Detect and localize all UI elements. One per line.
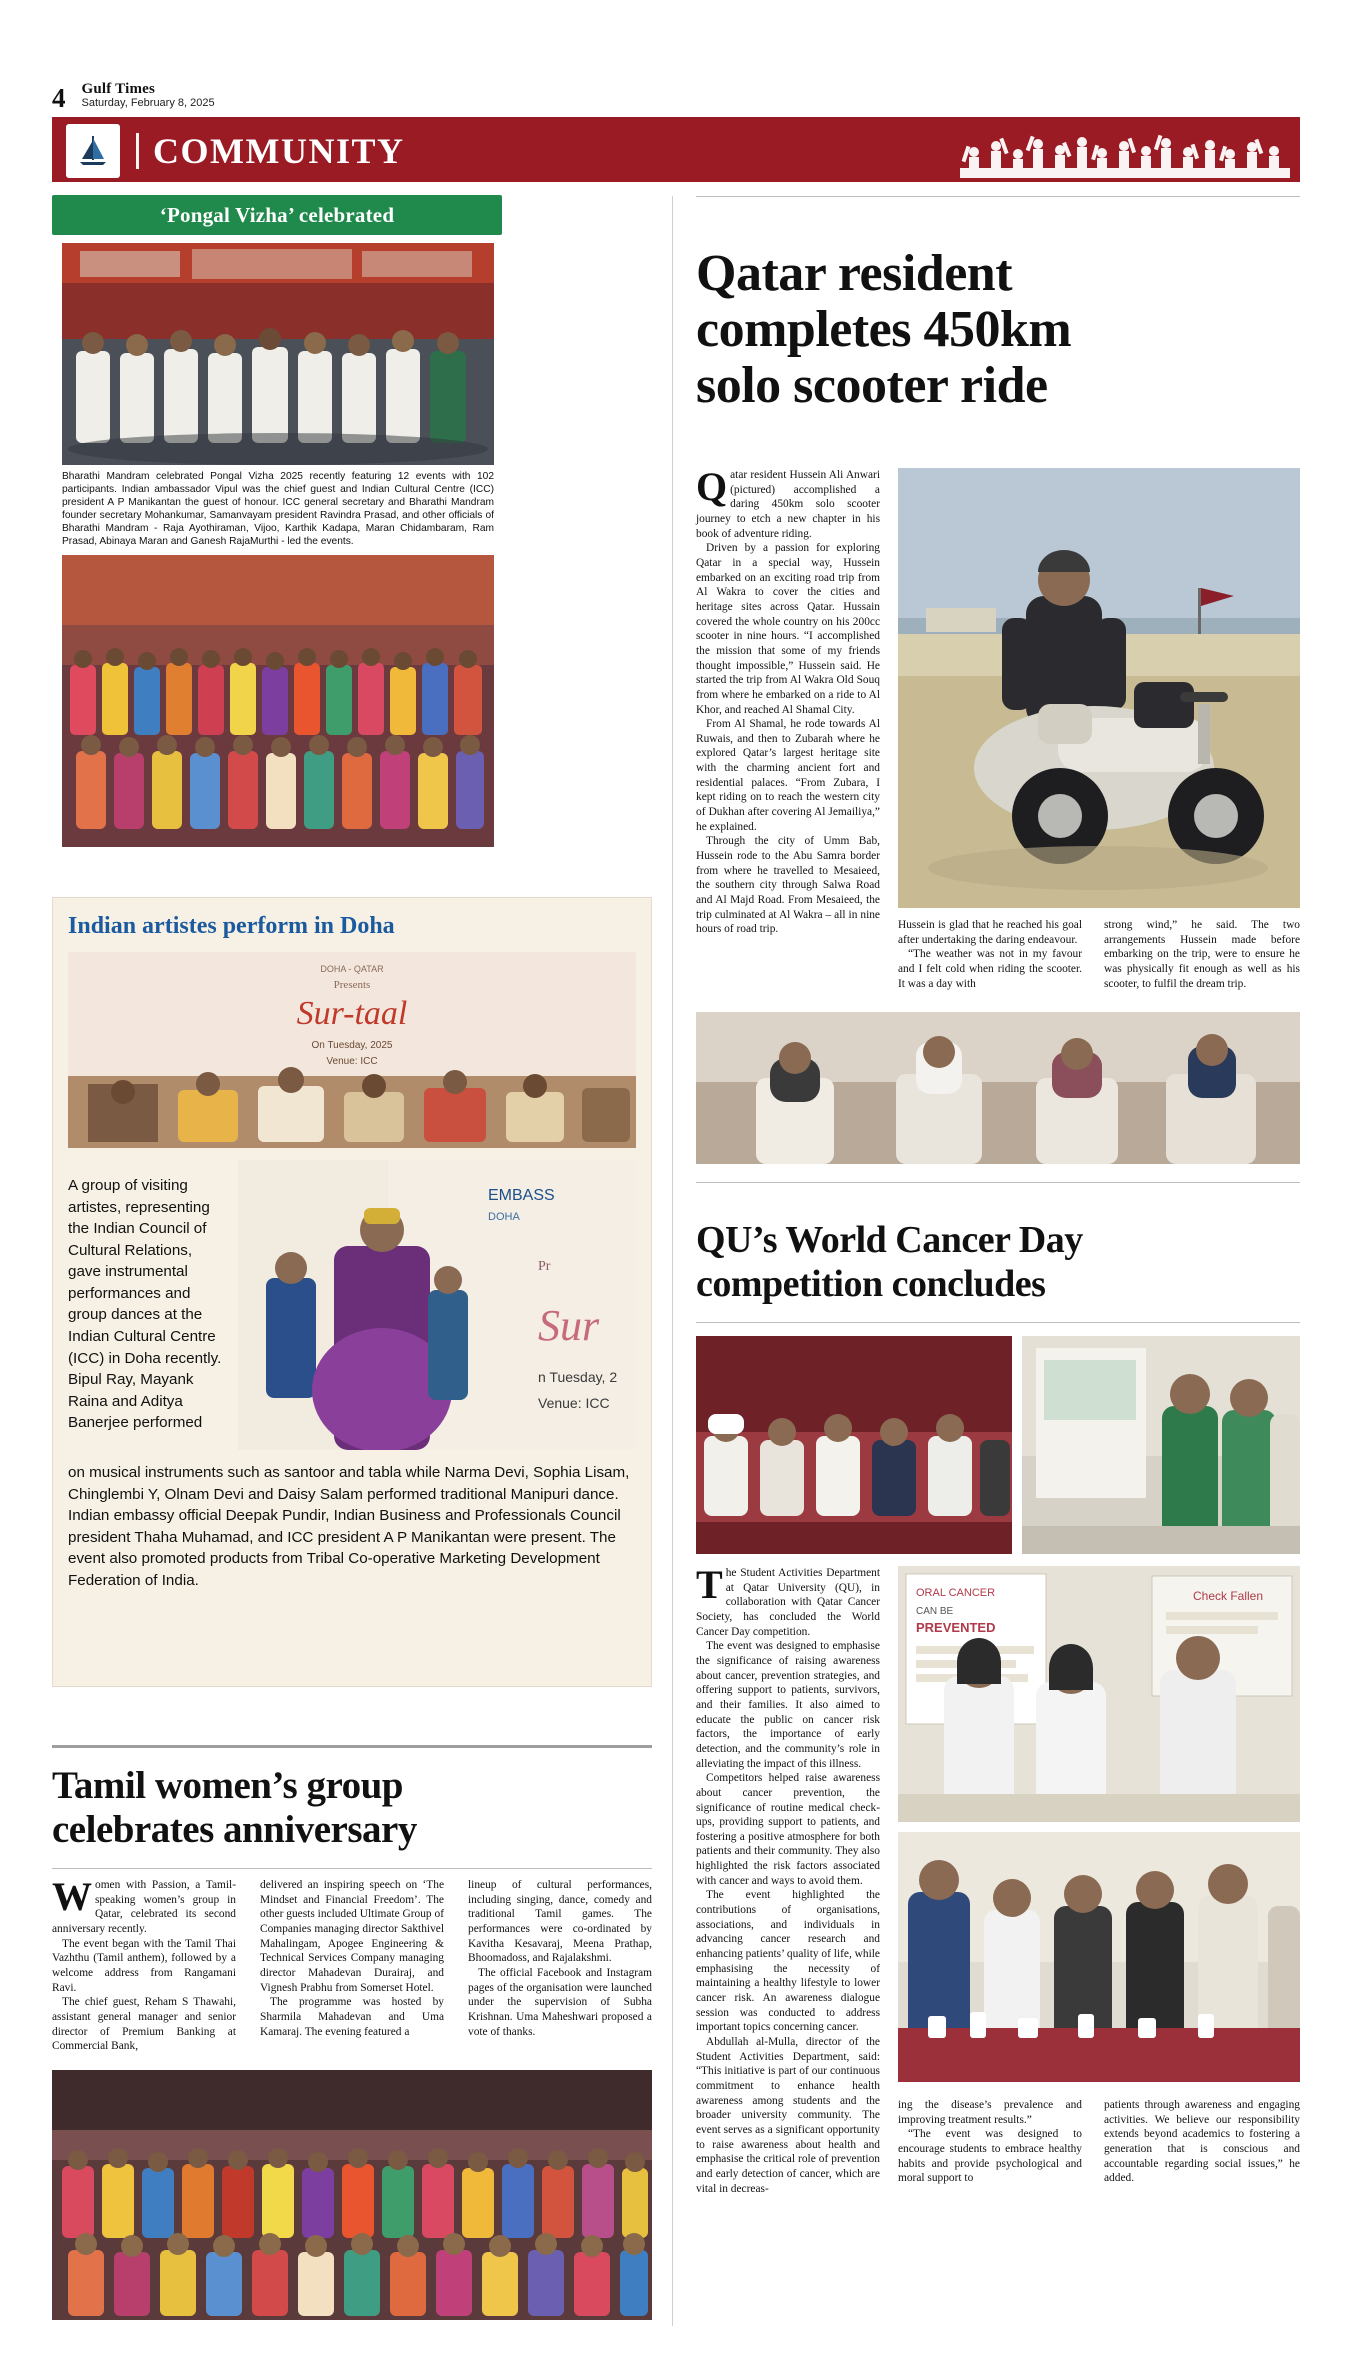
cancer-col1-p2: The event was designed to emphasise the significance of raising awareness about cancer, prevention strategies, and offering support to patients, survivors, and their families. It also aimed to educate the public on cancer risk factors, the importance of early detection, and the community’s role in alleviating the impact of this illness.	[696, 1640, 880, 1770]
svg-text:DOHA - QATAR: DOHA - QATAR	[320, 964, 384, 974]
svg-text:ORAL CANCER: ORAL CANCER	[916, 1587, 996, 1599]
tamil-headline-line1: Tamil women’s group	[52, 1764, 403, 1807]
scooter-rider-photo	[898, 468, 1300, 908]
pongal-group-photo-1	[62, 243, 494, 465]
artistes-concert-photo	[68, 952, 636, 1148]
svg-text:Sur-taal: Sur-taal	[296, 995, 408, 1032]
banner-divider	[136, 133, 139, 169]
scooter-bot-left-p2: “The weather was not in my favour and I felt cold when riding the scooter. It was a day with	[898, 948, 1082, 990]
svg-text:PREVENTED: PREVENTED	[916, 1620, 996, 1635]
section-title: COMMUNITY	[153, 131, 405, 171]
cancer-col3-p1: patients through awareness and engaging activities. We believe our responsibility extends beyond academics to fostering a generation that is conscious and accountable regarding social issues,” he added.	[1104, 2099, 1300, 2185]
cancer-col1-p5: Abdullah al-Mulla, director of the Student Activities Department, said: “This initiative is part of our continuous commitment to enhance health awareness among students and the broader university community. The event serves as a significant opportunity to raise awareness about health and emphasise the critical role of prevention and early detection of cancer, which are vital in decreas-	[696, 2036, 880, 2195]
tamil-section-rule	[52, 1745, 652, 1748]
tamil-col1-p3: The chief guest, Reham S Thawahi, assistant general manager and senior director of Premium Banking at Commercial Bank,	[52, 1996, 236, 2053]
cancer-headline-line2: competition concludes	[696, 1263, 1046, 1305]
scooter-headline-line2: completes 450km	[696, 301, 1072, 358]
scooter-bottom-column-left	[898, 918, 1082, 991]
cancer-booth-photo	[1022, 1336, 1300, 1554]
scooter-col1-p1: Qatar resident Hussein Ali Anwari (pictured) accomplished a daring 450km solo scooter journey to etch a new chapter in his book of adventure riding.	[696, 464, 880, 540]
svg-text:EMBASS: EMBASS	[488, 1187, 555, 1204]
pongal-group-photo-2	[62, 555, 494, 847]
svg-text:Sur: Sur	[538, 1301, 600, 1350]
scooter-col1-p2: Driven by a passion for exploring Qatar in a special way, Hussein embarked on an exciting road trip from Al Wakra to cover the cities and heritage sites across Qatar. Hussain covered the whole country on his 200cc scooter in nine hours. “I accomplished the mission that some of my friends thought impossible,” Hussein said. He started the trip from Al Wakra Old Souq from where he embarked on a ride to Al Khor, and reached Al Shamal City.	[696, 542, 880, 716]
svg-text:n Tuesday, 2: n Tuesday, 2	[538, 1369, 618, 1385]
tamil-group-photo	[52, 2070, 652, 2320]
tamil-col2-p1: delivered an inspiring speech on ‘The Mindset and Financial Freedom’. The other guests included Ultimate Group of Companies managing director Sakthivel Mahalingam, Apogee Engineering & Technical Services Company managing director Mahadevan Durairaj, and Vignesh Prabhu from Somerset Hotel.	[260, 1879, 444, 1994]
scooter-col1-p4: Through the city of Umm Bab, Hussein rode to the Abu Samra border from where he travelled to Mesaieed, the southern city through Salwa Road and Al Majd Road. From Mesaieed, the trip culminated at Al Wakra – all in nine hours of road trip.	[696, 835, 880, 936]
scooter-col1-p3: From Al Shamal, he rode towards Al Ruwais, and then to Zubarah where he explored Qatar’s largest heritage site with the charming ancient fort and residential palaces. “From Zubara, I kept riding on to reach the western city of Dukhan after covering Al Jemailiya,” he explained.	[696, 718, 880, 833]
pongal-headline: ‘Pongal Vizha’ celebrated	[159, 202, 395, 227]
scooter-top-rule	[696, 196, 1300, 197]
paper-date: Saturday, February 8, 2025	[81, 97, 215, 110]
tamil-col1-p1: Women with Passion, a Tamil-speaking women’s group in Qatar, celebrated its second anniversary recently.	[52, 1874, 236, 1935]
cancer-column-1	[696, 1562, 880, 2196]
cancer-col1-p4: The event highlighted the contributions of organisations, associations, and individuals in advancing cancer research and enhancing patients’ quality of life, while emphasising the necessity of maintaining a healthy lifestyle to lower cancer risk. An awareness dialogue session was conducted to address important topics concerning cancer.	[696, 1889, 880, 2034]
scooter-headline-line1: Qatar resident	[696, 245, 1013, 302]
cancer-audience-photo	[696, 1336, 1012, 1554]
tamil-column-3	[468, 1878, 652, 2039]
scooter-bot-right-p1: strong wind,” he said. The two arrangements Hussein made before embarking on the trip, were to ensure he was physically fit enough as well as his scooter, to fulfil the dream trip.	[1104, 919, 1300, 990]
pongal-headline-banner	[52, 195, 502, 235]
svg-text:CAN BE: CAN BE	[916, 1606, 954, 1617]
tamil-col3-p2: The official Facebook and Instagram pages of the organisation were launched under the supervision of Subha Krishnan. Uma Maheshwari proposed a vote of thanks.	[468, 1966, 652, 2038]
scooter-bot-left-p1: Hussein is glad that he reached his goal after undertaking the daring endeavour.	[898, 919, 1082, 946]
cancer-headline-underrule	[696, 1322, 1300, 1323]
page-number: 4	[52, 83, 66, 113]
panel-discussion-photo	[696, 1012, 1300, 1164]
cancer-col1-p1: The Student Activities Department at Qatar University (QU), in collaboration with Qatar Cancer Society, has concluded the World Cancer Day competition.	[696, 1562, 880, 1638]
scooter-column-1	[696, 464, 880, 937]
svg-text:DOHA: DOHA	[488, 1211, 520, 1223]
center-column-rule	[672, 196, 673, 2326]
artistes-body-wide: on musical instruments such as santoor and tabla while Narma Devi, Sophia Lisam, Chinglembi Y, Olnam Devi and Daisy Salam performed traditional Manipuri dance. Indian embassy official Deepak Pundir, Indian Business and Professionals Council president Thaha Muhamad, and ICC president A P Manikantan were present. The event also promoted products from Tribal Co-operative Marketing Development Federation of India.	[68, 1464, 630, 1589]
cancer-col2-p1: ing the disease’s prevalence and improving treatment results.”	[898, 2099, 1082, 2126]
cancer-poster-booth-photo	[898, 1566, 1300, 1822]
cancer-column-2	[898, 2098, 1082, 2186]
cancer-column-3	[1104, 2098, 1300, 2186]
artistes-body-narrow: A group of visiting artistes, representing the Indian Council of Cultural Relations, gave instrumental performances and group dances at the Indian Cultural Centre (ICC) in Doha recently. Bipul Ray, Mayank Raina and Aditya Banerjee performed	[68, 1177, 222, 1432]
svg-text:On Tuesday, 2025: On Tuesday, 2025	[311, 1040, 393, 1051]
paper-name: Gulf Times	[81, 80, 156, 97]
svg-text:Pr: Pr	[538, 1259, 551, 1274]
svg-text:Venue: ICC: Venue: ICC	[326, 1056, 378, 1067]
gulf-times-logo-icon	[66, 124, 120, 178]
tamil-col2-p2: The programme was hosted by Sharmila Mahadevan and Uma Kamaraj. The evening featured a	[260, 1996, 444, 2038]
masthead	[52, 72, 1300, 112]
artistes-headline: Indian artistes perform in Doha	[68, 913, 395, 939]
tamil-headline-line2: celebrates anniversary	[52, 1808, 417, 1851]
tamil-headline-underrule	[52, 1868, 652, 1869]
cancer-top-rule	[696, 1182, 1300, 1183]
cancer-col1-p3: Competitors helped raise awareness about cancer prevention, the significance of routine medical check-ups, providing support to patients, and fostering a positive atmosphere for both patients and their community. They also highlighted the risk factors associated with cancer and ways to avoid them.	[696, 1772, 880, 1887]
tamil-column-1	[52, 1874, 236, 2054]
artistes-dance-photo	[238, 1160, 636, 1450]
tamil-col1-p2: The event began with the Tamil Thai Vazhthu (Tamil anthem), followed by a welcome address from Rangamani Ravi.	[52, 1937, 236, 1994]
tamil-column-2	[260, 1878, 444, 2039]
crowd-silhouette-art	[960, 126, 1290, 178]
scooter-bottom-column-right	[1104, 918, 1300, 991]
cancer-exhibition-photo	[898, 1832, 1300, 2082]
svg-text:Presents: Presents	[333, 979, 371, 991]
scooter-headline-line3: solo scooter ride	[696, 357, 1048, 414]
cancer-headline-line1: QU’s World Cancer Day	[696, 1219, 1083, 1261]
svg-text:Check Fallen: Check Fallen	[1192, 1589, 1264, 1603]
svg-text:Venue: ICC: Venue: ICC	[538, 1395, 610, 1411]
pongal-caption: Bharathi Mandram celebrated Pongal Vizha 2025 recently featuring 12 events with 102 participants. Indian ambassador Vipul was the chief guest and Indian Cultural Centre (ICC) president A P Manikantan the guest of honour. ICC general secretary and Bharathi Mandram founder secretary Mohankumar, Samanvayam president Ravindra Prasad, and other officials of Bharathi Mandram - Raja Ayothiraman, Vijoo, Karthik Kadapa, Maran Chidambaram, Ram Prasad, Abinaya Maran and Ganesh RajaMurthi - led the events.	[62, 471, 494, 548]
tamil-col3-p1: lineup of cultural performances, including singing, dance, comedy and traditional Tamil games. The performances were co-ordinated by Kavitha Kesavaraj, Meena Prathap, Bhoomadoss, and Rajalakshmi.	[468, 1879, 652, 1965]
cancer-col2-p2: “The event was designed to encourage students to embrace healthy habits and provide psychological and moral support to	[898, 2128, 1082, 2185]
section-banner	[52, 120, 1300, 182]
